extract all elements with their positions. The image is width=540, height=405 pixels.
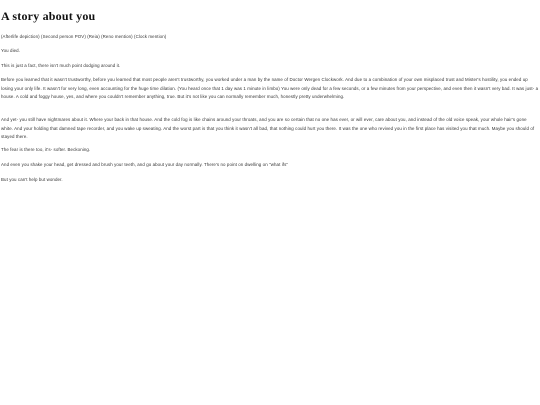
paragraph: The fear is there too, it's- softer. Beckoning. bbox=[1, 147, 91, 152]
paragraph: This is just a fact, there isn't much point dodging around it. bbox=[1, 63, 121, 68]
tags-line: (Afterlife depiction) (Second person POV) (Reia) (Reno mention) (Clock mention) bbox=[1, 34, 167, 39]
paragraph: You died. bbox=[1, 48, 21, 53]
paragraph: Before you learned that it wasn't trustworthy, before you learned that most people aren't trustworthy, you worked under a man by the name of Doctor Wergen Clockwork. And due to a combination of your own misplaced trust and Mister's hostility, you ended up losing your only life. It wasn't for very long, even accounting for the huge time dilation. (You heard once that 1 day was 1 minute in limbo) You were only dead for a few seconds, or a few minutes from your perspective, and even then it wasn't very bad. It was just- a house. A cold and foggy house, yes, and where you couldn't remember anything, true. But it's not like you can normally remember much, honestly pretty underwhelming. bbox=[1, 77, 539, 100]
paragraph: And yet- you still have nightmares about it. Where your back in that house. And the cold fog is like chains around your throats, and you are so certain that no one has ever, or will ever, care about you, and instead of the old voice speak, your whole hair's gone white. And your holding that damned tape recorder, and you wake up sweating. And the worst part is that you think it wasn't all bad, that nothing could hurt you there. It was the one who revived you in the first place has visited you that much. Maybe you should of stayed there. bbox=[1, 117, 535, 140]
paragraph: And even you shake your head, get dressed and brush your teeth, and go about your day normally. There's no point on dwelling on "what ifs" bbox=[1, 162, 289, 167]
document-title: A story about you bbox=[1, 9, 96, 23]
paragraph: But you can't help but wonder. bbox=[1, 177, 63, 182]
